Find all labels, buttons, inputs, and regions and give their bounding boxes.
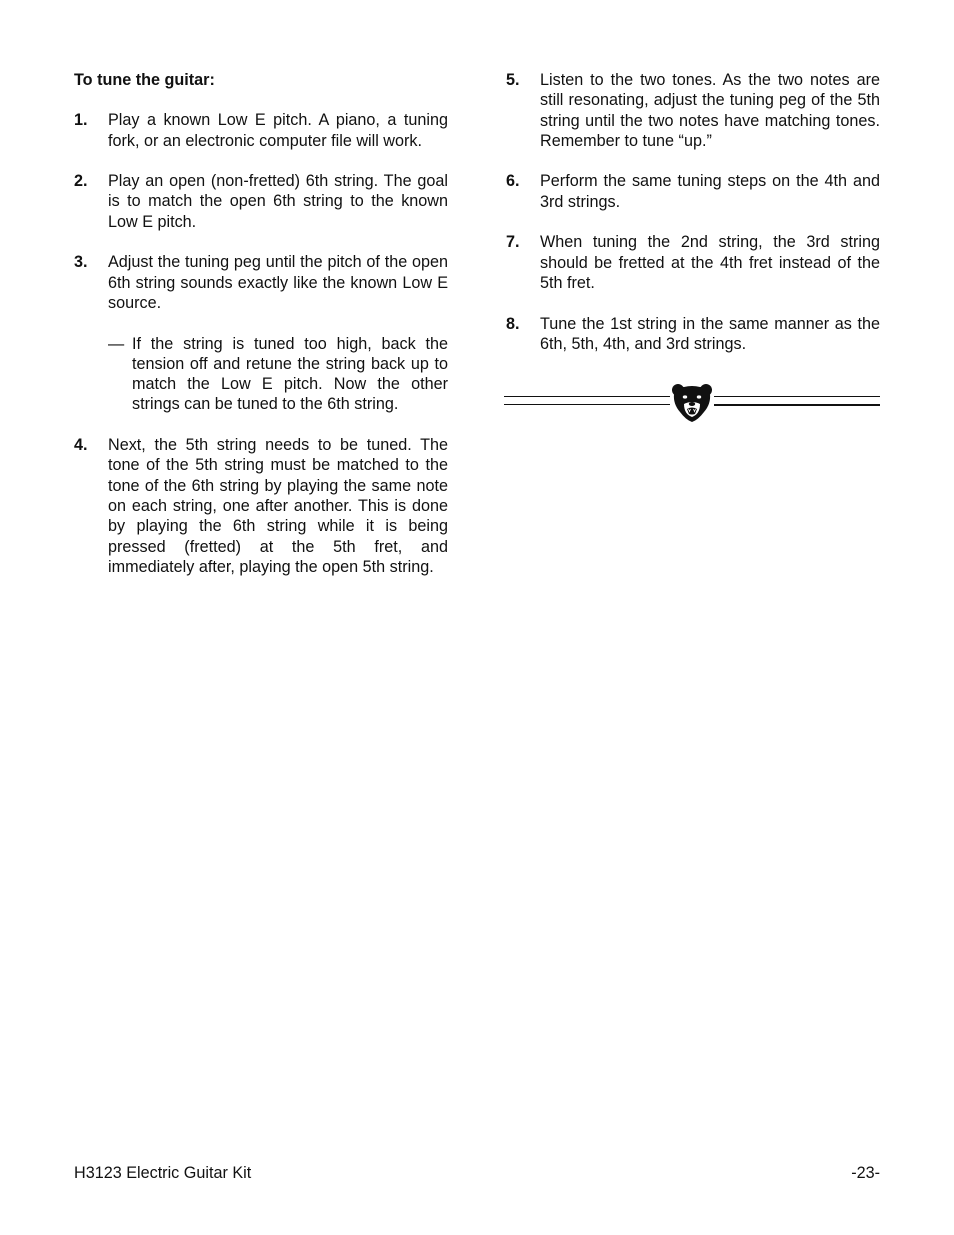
step-5: [506, 70, 880, 151]
step-3-note: [108, 334, 448, 415]
footer-product-name: H3123 Electric Guitar Kit: [74, 1164, 252, 1182]
divider-rule-right-bottom: [714, 404, 880, 406]
bear-head-icon: [670, 382, 714, 424]
step-number: 3.: [74, 253, 88, 272]
note-text: If the string is tuned too high, back the tension off and retune the string back up to match the Low E pitch. Now the other strings can be tuned to the 6th string.: [132, 334, 448, 414]
step-text: When tuning the 2nd string, the 3rd string should be fretted at the 4th fret instead of the 5th fret.: [540, 233, 880, 292]
right-column: [506, 70, 880, 374]
step-text: Play an open (non-fretted) 6th string. The goal is to match the open 6th string to the known Low E pitch.: [108, 172, 448, 231]
step-text: Perform the same tuning steps on the 4th and 3rd strings.: [540, 172, 880, 211]
step-8: [506, 314, 880, 355]
divider-rule-left-top: [504, 396, 670, 397]
step-7: [506, 232, 880, 293]
step-number: 1.: [74, 111, 88, 130]
footer-page-number: -23-: [851, 1164, 880, 1182]
step-text: Tune the 1st string in the same manner as the 6th, 5th, 4th, and 3rd strings.: [540, 314, 880, 353]
step-text: Listen to the two tones. As the two notes are still resonating, adjust the tuning peg of the 5th string until the two notes have matching tones. Remember to tune “up.”: [540, 71, 880, 150]
left-column: [74, 70, 448, 597]
step-1: [74, 110, 448, 151]
step-number: 4.: [74, 436, 88, 455]
section-heading: To tune the guitar:: [74, 71, 215, 89]
divider-rule-left-bottom: [504, 404, 670, 405]
em-dash: —: [108, 334, 125, 353]
divider-rule-right-top: [714, 396, 880, 397]
step-text: Next, the 5th string needs to be tuned. The tone of the 5th string must be matched to the tone of the 6th string by playing the same note on each string, one after another. This is done by playing the 6th string while it is being pressed (fretted) at the 5th fret, and immediately after, playing the open 5th string.: [108, 436, 448, 576]
section-divider: [504, 382, 880, 424]
step-text: Adjust the tuning peg until the pitch of the open 6th string sounds exactly like the known Low E source.: [108, 253, 448, 312]
step-number: 7.: [506, 233, 520, 252]
step-6: [506, 171, 880, 212]
step-3: [74, 252, 448, 313]
step-2: [74, 171, 448, 232]
step-number: 5.: [506, 71, 520, 89]
step-4: [74, 435, 448, 577]
step-text: Play a known Low E pitch. A piano, a tuning fork, or an electronic computer file will work.: [108, 111, 448, 150]
step-number: 8.: [506, 314, 520, 333]
step-number: 2.: [74, 172, 88, 191]
step-number: 6.: [506, 172, 520, 191]
